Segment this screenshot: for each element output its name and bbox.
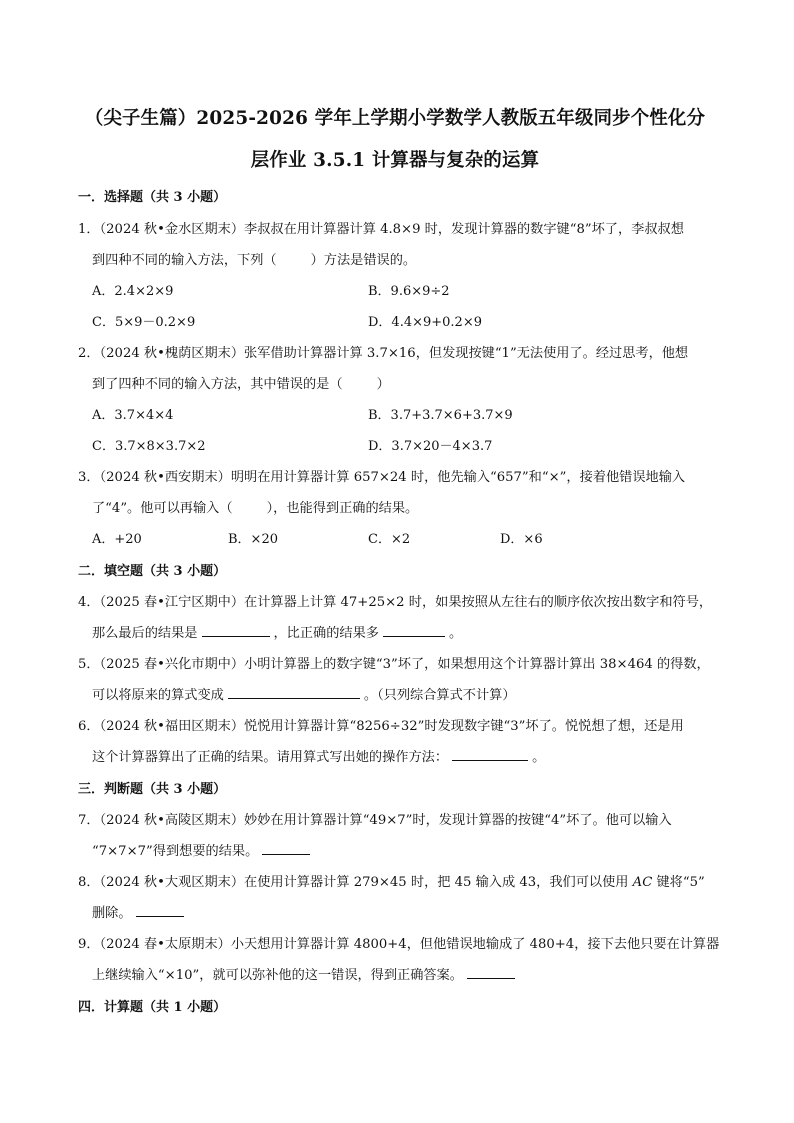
question-5-line1: 5．（2025 春•兴化市期中）小明计算器上的数字键“3”坏了，如果想用这个计算器计算出 38×464 的得数， — [78, 657, 710, 672]
question-7-line2 — [92, 840, 314, 859]
question-1-option-d: D．4.4×9+0.2×9 — [368, 315, 482, 330]
question-6-stem-part2: 。 — [532, 750, 546, 765]
question-1-option-b: B．9.6×9÷2 — [368, 284, 450, 299]
answer-blank[interactable] — [202, 624, 270, 637]
question-5-line2 — [92, 684, 516, 703]
section-heading-fill: 二．填空题（共 3 小题） — [78, 564, 227, 579]
question-1-option-c: C．5×9－0.2×9 — [92, 315, 196, 330]
question-4-stem-part1: 那么最后的结果是 — [92, 626, 198, 641]
question-1-option-a: A．2.4×2×9 — [92, 284, 174, 299]
question-2-option-a: A．3.7×4×4 — [92, 408, 174, 423]
question-6-line1: 6．（2024 秋•福田区期末）悦悦用计算器计算“8256÷32”时发现数字键“3”坏了。悦悦想了想，还是用 — [78, 719, 684, 734]
answer-blank[interactable] — [262, 842, 310, 855]
page-title-line1: （尖子生篇）2025-2026 学年上学期小学数学人教版五年级同步个性化分 — [84, 108, 706, 129]
answer-blank[interactable] — [452, 748, 528, 761]
question-3-option-b: B．×20 — [228, 532, 278, 547]
question-4-line1: 4．（2025 春•江宁区期中）在计算器上计算 47+25×2 时，如果按照从左往右的顺序依次按出数字和符号， — [78, 595, 713, 610]
question-3-line1: 3．（2024 秋•西安期末）明明在用计算器计算 657×24 时，他先输入“657”和“×”，接着他错误地输入 — [78, 470, 686, 485]
section-heading-calc: 四．计算题（共 1 小题） — [78, 1000, 227, 1015]
question-6-stem-part1: 这个计算器算出了正确的结果。请用算式写出她的操作方法： — [92, 750, 449, 765]
question-2-line2 — [92, 373, 390, 392]
question-7-stem: “7×7×7”得到想要的结果。 — [92, 844, 259, 859]
question-1-line2 — [92, 249, 416, 268]
question-9-stem: 上继续输入“×10”，就可以弥补他的这一错误，得到正确答案。 — [92, 968, 463, 983]
question-8-stem-part1: 8．（2024 秋•大观区期末）在使用计算器计算 279×45 时，把 45 输入成 43，我们可以使用 — [78, 875, 629, 890]
question-2-option-b: B．3.7+3.7×6+3.7×9 — [368, 408, 513, 423]
question-9-line2 — [92, 964, 519, 983]
question-3-stem-part1: 了“4”。他可以再输入（ — [92, 501, 233, 516]
question-8-stem-part2: 键将“5” — [656, 875, 705, 890]
answer-blank[interactable] — [228, 686, 360, 699]
question-2-option-c: C．3.7×8×3.7×2 — [92, 439, 206, 454]
answer-blank[interactable] — [136, 904, 184, 917]
question-1-stem-part2: ）方法是错误的。 — [310, 253, 417, 268]
question-4-line2 — [92, 622, 462, 641]
question-5-stem-part1: 可以将原来的算式变成 — [92, 688, 224, 703]
question-2-stem-part1: 到了四种不同的输入方法，其中错误的是（ — [92, 377, 343, 392]
section-heading-judge: 三．判断题（共 3 小题） — [78, 782, 227, 797]
question-2-line1: 2．（2024 秋•槐荫区期末）张军借助计算器计算 3.7×16，但发现按键“1”无法使用了。经过思考，他想 — [78, 346, 689, 361]
question-8-line1 — [78, 871, 705, 890]
question-2-stem-part2: ） — [376, 377, 390, 392]
page-title-line2: 层作业 3.5.1 计算器与复杂的运算 — [250, 150, 540, 171]
question-8-line2 — [92, 902, 188, 921]
answer-blank[interactable] — [467, 966, 515, 979]
question-3-line2 — [92, 497, 418, 516]
question-7-line1: 7．（2024 秋•高陵区期末）妙妙在用计算器计算“49×7”时，发现计算器的按键“4”坏了。他可以输入 — [78, 813, 672, 828]
question-2-option-d: D．3.7×20－4×3.7 — [368, 439, 493, 454]
question-8-stem: 删除。 — [92, 906, 132, 921]
section-heading-choice: 一．选择题（共 3 小题） — [78, 190, 227, 205]
question-3-stem-part2: ），也能得到正确的结果。 — [266, 501, 419, 516]
ac-key-label: AC — [632, 875, 653, 890]
question-1-stem-part1: 到四种不同的输入方法，下列（ — [92, 253, 277, 268]
question-9-line1: 9．（2024 春•太原期末）小天想用计算器计算 4800+4，但他错误地输成了 480+4，接下去他只要在计算器 — [78, 937, 720, 952]
question-3-option-c: C．×2 — [368, 532, 411, 547]
answer-blank[interactable] — [383, 624, 445, 637]
question-3-option-d: D．×6 — [500, 532, 543, 547]
question-4-stem-part2: ，比正确的结果多 — [273, 626, 379, 641]
question-4-stem-part3: 。 — [449, 626, 463, 641]
question-3-option-a: A．+20 — [92, 532, 142, 547]
question-6-line2 — [92, 746, 545, 765]
question-5-stem-part2: 。（只列综合算式不计算） — [363, 688, 516, 703]
question-1-line1: 1．（2024 秋•金水区期末）李叔叔在用计算器计算 4.8×9 时，发现计算器的数字键“8”坏了，李叔叔想 — [78, 222, 684, 237]
